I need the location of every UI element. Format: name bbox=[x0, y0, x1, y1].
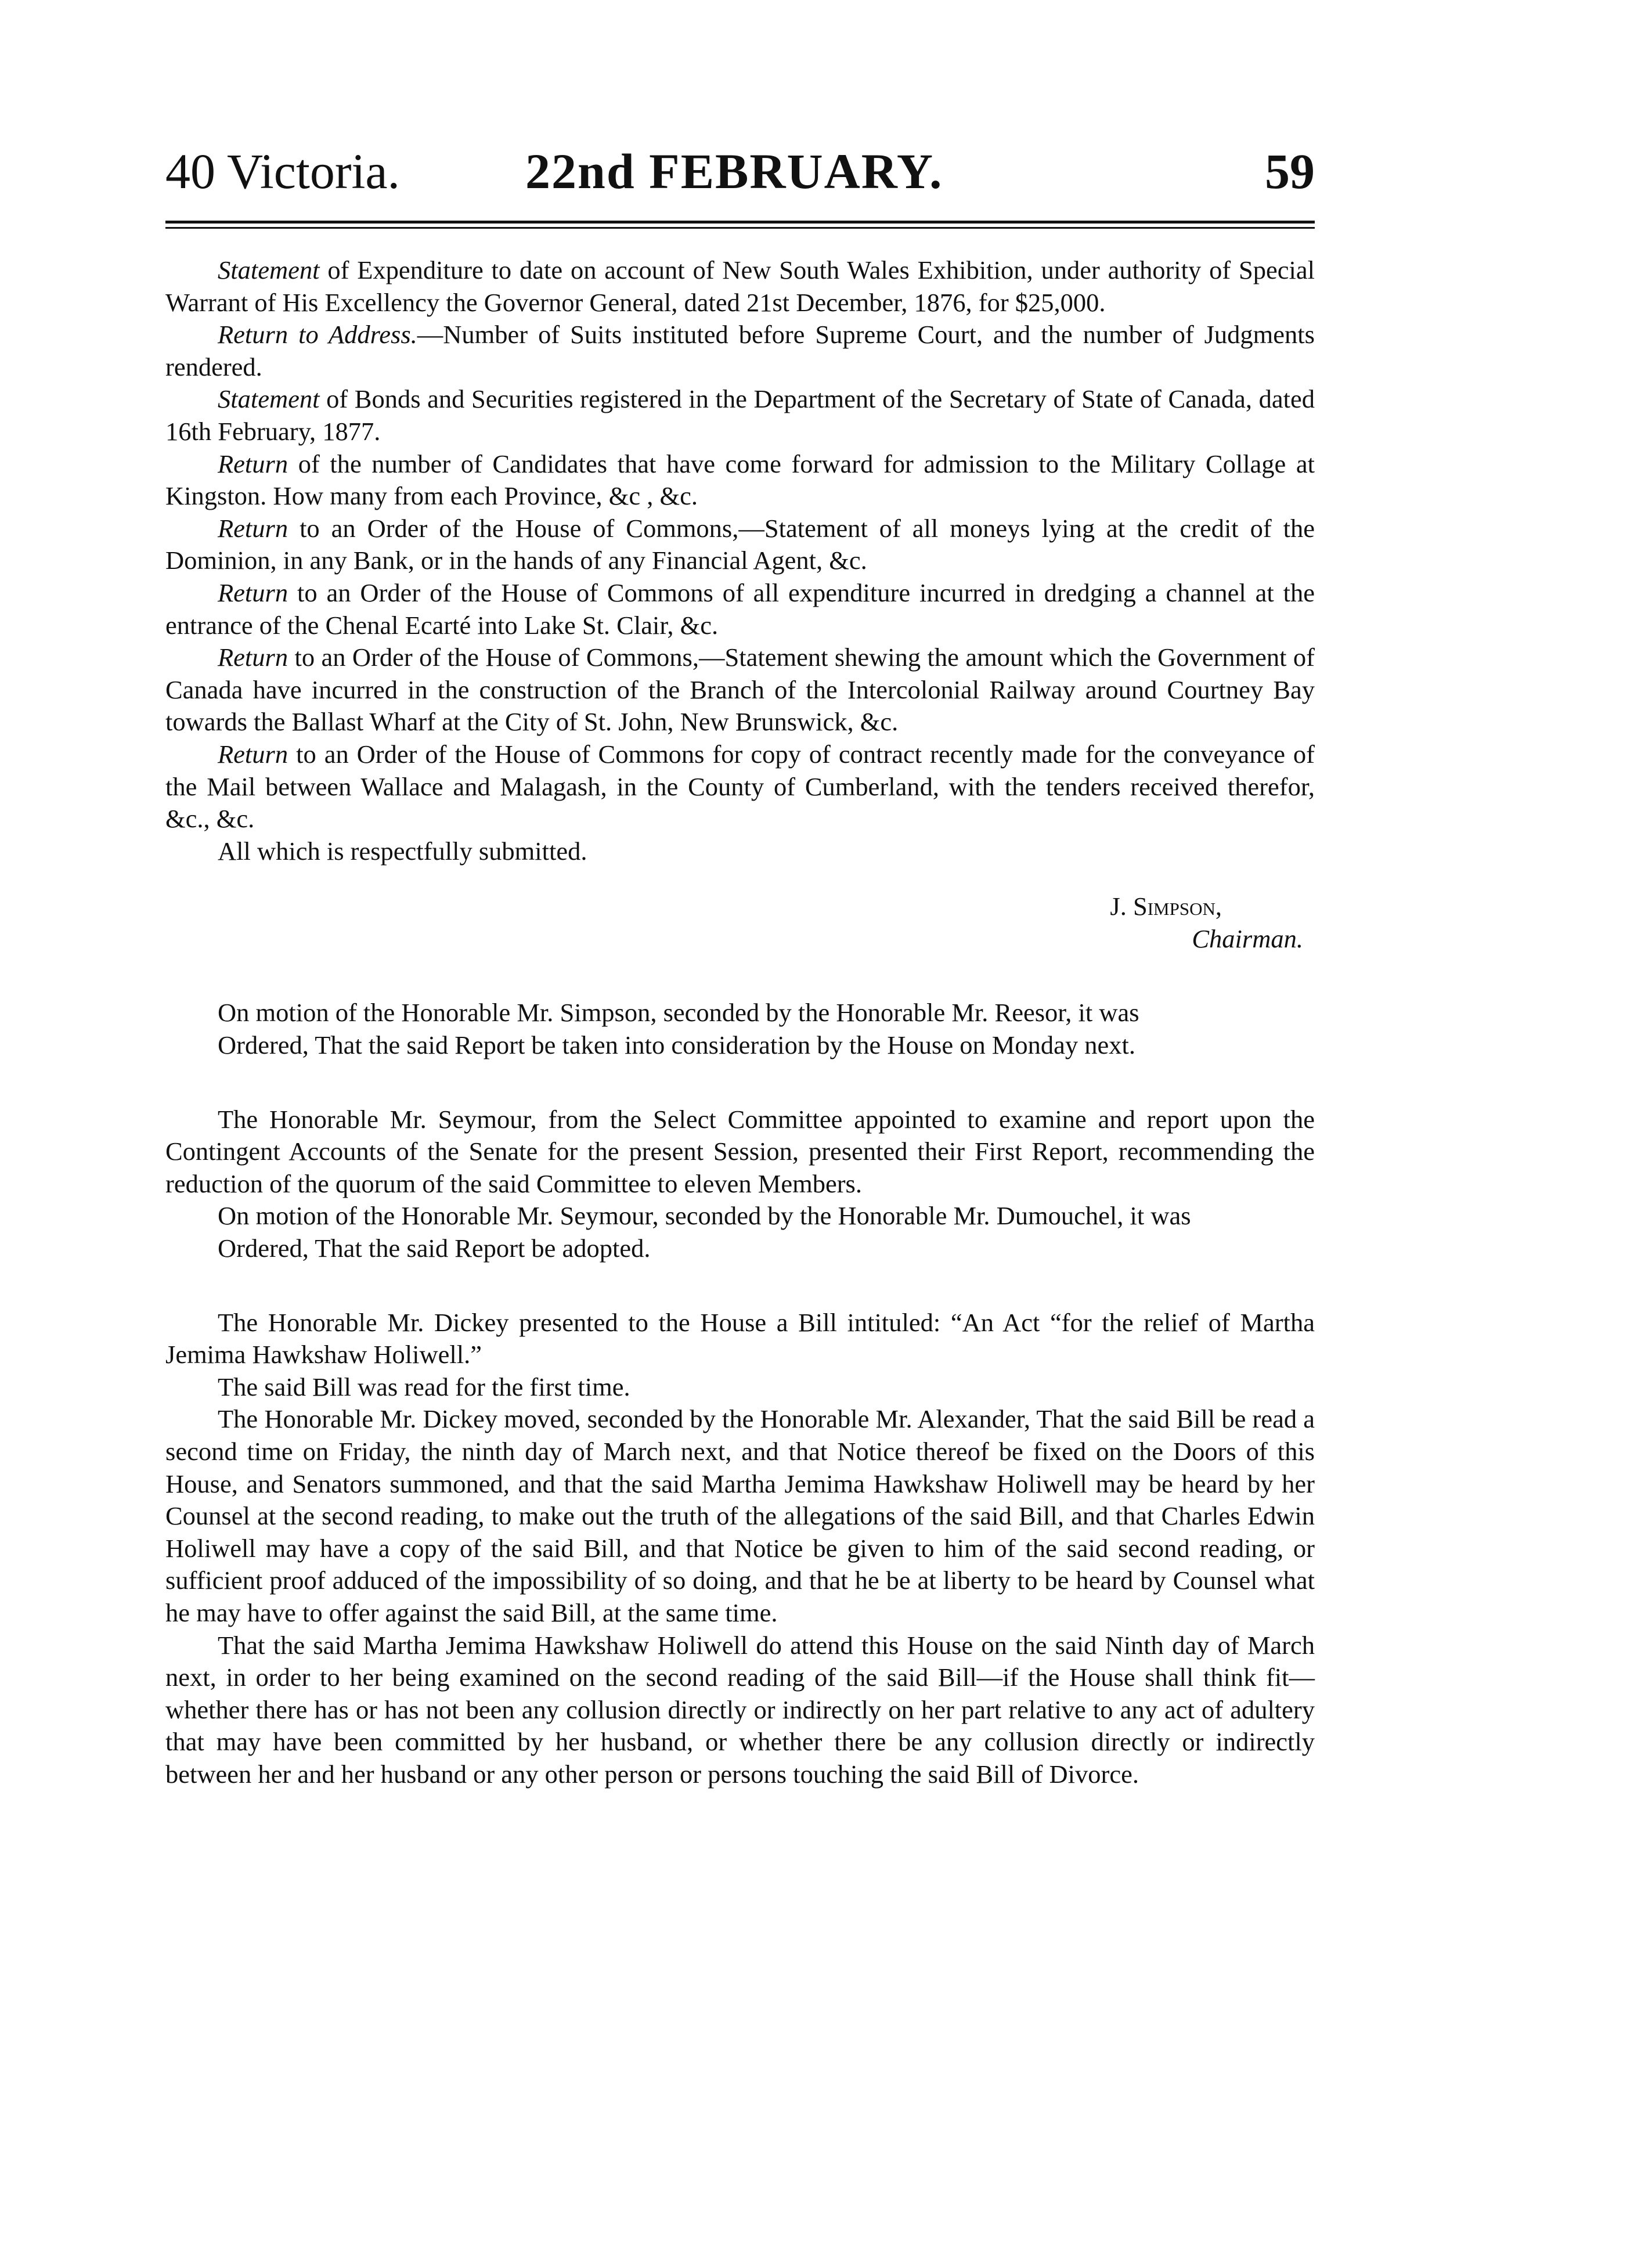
submitted-line: All which is respectfully submitted. bbox=[218, 836, 587, 866]
motion-consideration bbox=[165, 997, 1315, 1061]
return-item: Return to Address.—Number of Suits instituted before Supreme Court, and the number of Judgments rendered. bbox=[165, 320, 1315, 381]
return-item: Return to an Order of the House of Commons,—Statement shewing the amount which the Government of Canada have incurred in the construction of the Branch of the Intercolonial Railway around Courtney Bay towards the Ballast Wharf at the City of St. John, New Brunswick, &c. bbox=[165, 643, 1315, 737]
committee-report: The Honorable Mr. Seymour, from the Select Committee appointed to examine and report upon the Contingent Accounts of the Senate for the present Session, presented their First Report, recommending the reduction of the quorum of the said Committee to eleven Members. bbox=[165, 1104, 1315, 1198]
bill-second-reading-motion: The Honorable Mr. Dickey moved, seconded by the Honorable Mr. Alexander, That the said Bill be read a second time on Friday, the ninth day of March next, and that Notice thereof be fixed on the Doors of this House, and Senators summoned, and that the said Martha Jemima Hawkshaw Holiwell may be heard by her Counsel at the second reading, to make out the truth of the allegations of the said Bill, and that Charles Edwin Holiwell may have a copy of the said Bill, and that Notice be given to him of the said second reading, or sufficient proof adduced of the impossibility of so doing, and that he be at liberty to be heard by Counsel what he may have to offer against the said Bill, at the same time. bbox=[165, 1404, 1315, 1627]
return-item: Return to an Order of the House of Commons of all expenditure incurred in dredging a channel at the entrance of the Chenal Ecarté into Lake St. Clair, &c. bbox=[165, 578, 1315, 640]
page-date: 22nd FEBRUARY. bbox=[525, 143, 943, 199]
bill-presented: The Honorable Mr. Dickey presented to the House a Bill intituled: “An Act “for the relief of Martha Jemima Hawkshaw Holiwell.” bbox=[165, 1307, 1315, 1369]
header-rule bbox=[165, 221, 1315, 229]
motion-line: On motion of the Honorable Mr. Simpson, seconded by the Honorable Mr. Reesor, it was bbox=[218, 998, 1139, 1028]
return-item: Return to an Order of the House of Commons for copy of contract recently made for the conveyance of the Mail between Wallace and Malagash, in the County of Cumberland, with the tenders received therefor, &c., &c. bbox=[165, 739, 1315, 834]
return-item: Statement of Expenditure to date on account of New South Wales Exhibition, under authority of Special Warrant of His Excellency the Governor General, dated 21st December, 1876, for $25,000. bbox=[165, 255, 1315, 317]
journal-page bbox=[165, 139, 1315, 1791]
bill-attendance-order: That the said Martha Jemima Hawkshaw Holiwell do attend this House on the said Ninth day of March next, in order to her being examined on the second reading of the said Bill—if the House shall think fit—whether there has or has not been any collusion directly or indirectly on her part relative to any act of adultery that may have been committed by her husband, or whether there be any collusion directly or indirectly between her and her husband or any other person or persons touching the said Bill of Divorce. bbox=[165, 1630, 1315, 1789]
bill-first-reading: The said Bill was read for the first time. bbox=[218, 1372, 630, 1401]
divorce-bill-section bbox=[165, 1307, 1315, 1791]
contingent-accounts-section bbox=[165, 1104, 1315, 1265]
page-number: 59 bbox=[1265, 143, 1315, 199]
committee-ordered: Ordered, That the said Report be adopted. bbox=[218, 1234, 651, 1263]
return-item: Statement of Bonds and Securities registered in the Department of the Secretary of State of Canada, dated 16th February, 1877. bbox=[165, 384, 1315, 446]
return-item: Return of the number of Candidates that have come forward for admission to the Military Collage at Kingston. How many from each Province, &c , &c. bbox=[165, 449, 1315, 511]
return-item: Return to an Order of the House of Commons,—Statement of all moneys lying at the credit of the Dominion, in any Bank, or in the hands of any Financial Agent, &c. bbox=[165, 513, 1315, 575]
signature-block bbox=[165, 891, 1315, 955]
running-head bbox=[165, 139, 1315, 203]
ordered-line: Ordered, That the said Report be taken into consideration by the House on Monday next. bbox=[218, 1030, 1136, 1060]
regnal-year: 40 Victoria. bbox=[165, 143, 401, 199]
signatory-title: Chairman. bbox=[1192, 924, 1303, 953]
committee-motion: On motion of the Honorable Mr. Seymour, seconded by the Honorable Mr. Dumouchel, it was bbox=[218, 1201, 1191, 1231]
signatory-name: J. Simpson, bbox=[1110, 892, 1222, 921]
returns-list bbox=[165, 254, 1315, 867]
